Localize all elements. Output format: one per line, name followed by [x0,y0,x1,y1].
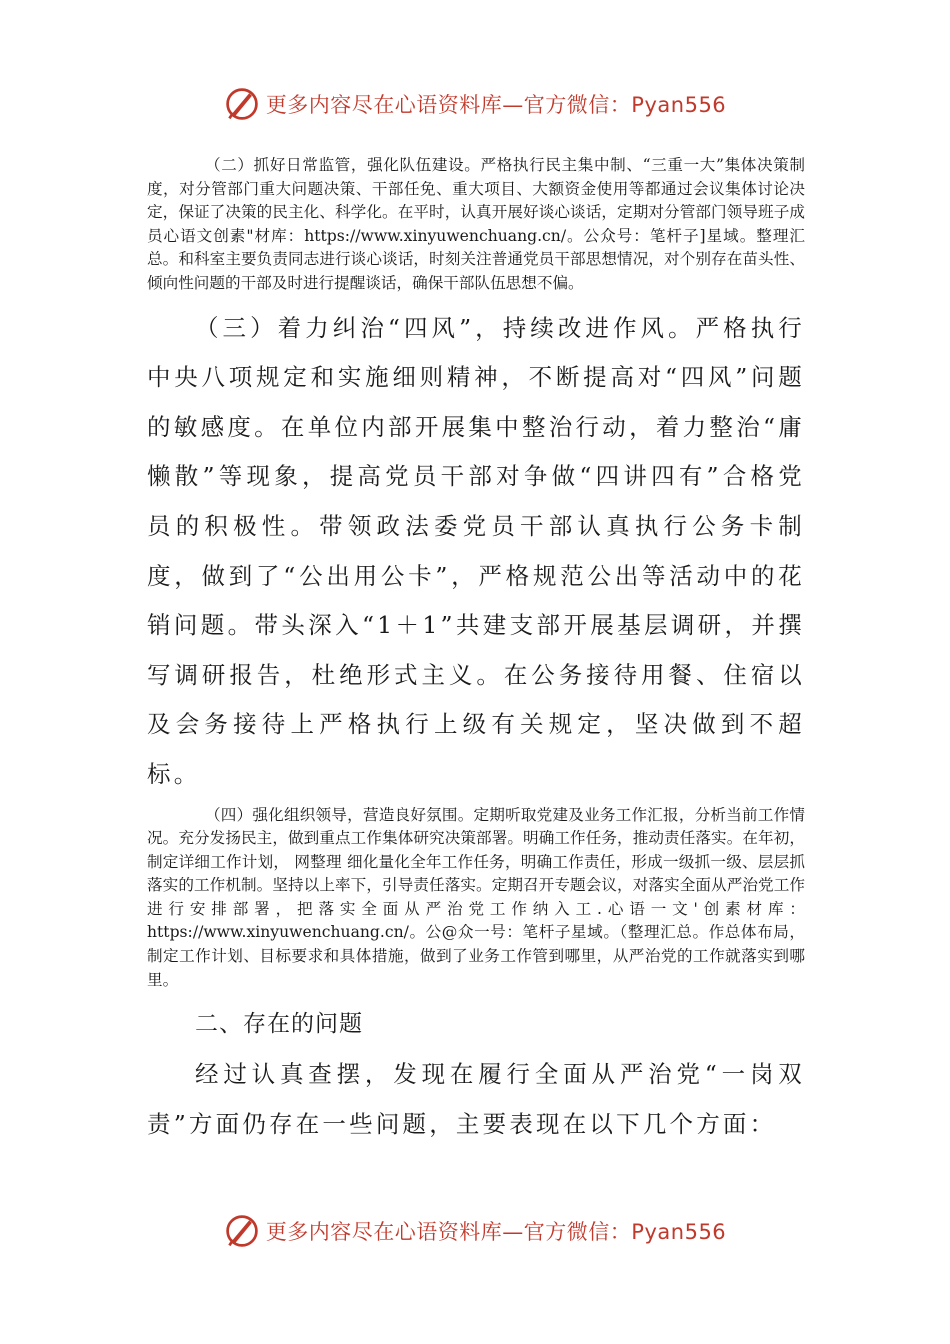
footer-banner-text: 更多内容尽在心语资料库—官方微信：Pyan556 [265,1220,727,1244]
paragraph-problems-intro: 经过认真查摆，发现在履行全面从严治党“一岗双责”方面仍存在一些问题，主要表现在以下几个方面： [147,1060,805,1138]
paragraph-supervision: （二）抓好日常监管，强化队伍建设。严格执行民主集中制、“三重一大”集体决策制度，对分管部门重大问题决策、干部任免、重大项目、大额资金使用等都通过会议集体讨论决定，保证了决策的民主化、科学化。在平时，认真开展好谈心谈话，定期对分管部门领导班子成员心语文创素"材库：https://www.xinyuwenchuang.cn/。公众号：笔杆子]星域。整理汇总。和科室主要负责同志进行谈心谈话，时刻关注普通党员干部思想情况，对个别存在苗头性、倾向性问题的干部及时进行提醒谈话，确保干部队伍思想不偏。 [147,156,805,292]
document-body [147,150,805,1149]
header-banner [0,82,950,126]
header-banner-text: 更多内容尽在心语资料库—官方微信：Pyan556 [265,93,727,117]
footer-banner [0,1209,950,1253]
paragraph-four-winds: （三）着力纠治“四风”，持续改进作风。严格执行中央八项规定和实施细则精神，不断提高对“四风”问题的敏感度。在单位内部开展集中整治行动，着力整治“庸懒散”等现象，提高党员干部对争做“四讲四有”合格党员的积极性。带领政法委党员干部认真执行公务卡制度，做到了“公出用公卡”，严格规范公出等活动中的花销问题。带头深入“1＋1”共建支部开展基层调研，并撰写调研报告，杜绝形式主义。在公务接待用餐、住宿以及会务接待上严格执行上级有关规定，坚决做到不超标。 [147,313,805,788]
section-heading-problems: 二、存在的问题 [195,1011,363,1038]
quill-pen-logo-icon [224,1213,260,1249]
paragraph-organization: （四）强化组织领导，营造良好氛围。定期听取党建及业务工作汇报，分析当前工作情况。充分发扬民主，做到重点工作集体研究决策部署。明确工作任务，推动责任落实。在年初，制定详细工作计划， 网整理 细化量化全年工作任务，明确工作责任，形成一级抓一级、层层抓落实的工作机制。坚持以上率下，引导责任落实。定期召开专题会议，对落实全面从严治党工作进行安排部署，把落实全面从严治党工作纳入工.心语一文'创素材库：https://www.xinyuwenchuang.cn/。公@众一号：笔杆子星域。（整理汇总。作总体布局，制定工作计划、目标要求和具体措施，做到了业务工作管到哪里，从严治党的工作就落实到哪里。 [147,805,805,989]
quill-pen-logo-icon [224,86,260,122]
